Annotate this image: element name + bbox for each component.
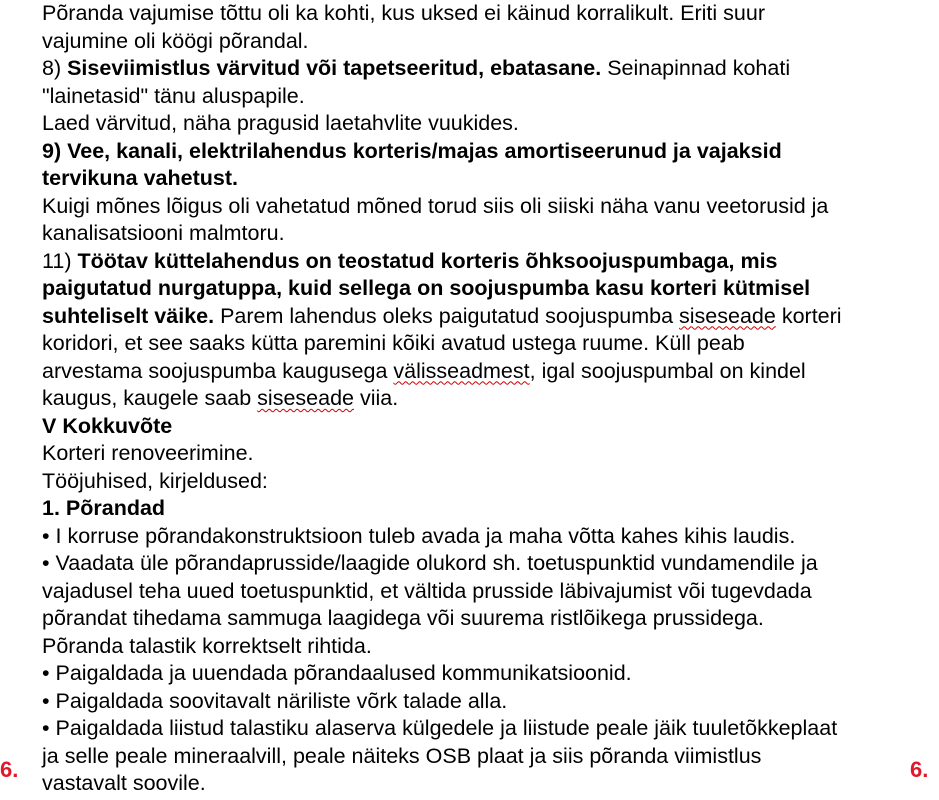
text-run: Kuigi mõnes lõigus oli vahetatud mõned torud siis oli siiski näha vanu veetorusid ja bbox=[42, 193, 829, 218]
text-run: Seinapinnad kohati bbox=[601, 56, 791, 80]
text-run: Laed värvitud, näha pragusid laetahvlite vuukides. bbox=[42, 111, 519, 135]
text-run: Põranda talastik korrektselt rihtida. bbox=[42, 633, 372, 658]
bold-text: Töötav küttelahendus on teostatud korteris õhksoojuspumbaga, mis bbox=[77, 248, 778, 273]
text-line bbox=[42, 440, 937, 468]
bold-text: 1. Põrandad bbox=[42, 496, 166, 520]
text-line bbox=[42, 138, 937, 166]
text-run: ja selle peale mineraalvill, peale näiteks OSB plaat ja siis põranda viimistlus bbox=[42, 743, 762, 768]
text-line bbox=[42, 770, 937, 798]
bold-text: Siseviimistlus värvitud või tapetseeritud, ebatasane. bbox=[67, 56, 602, 80]
bold-text: V Kokkuvõte bbox=[42, 413, 173, 438]
text-line bbox=[42, 495, 937, 523]
text-line bbox=[42, 220, 937, 248]
page-number-right: 6. bbox=[910, 757, 929, 782]
text-run: vastavalt soovile. bbox=[42, 771, 206, 795]
text-run: Korteri renoveerimine. bbox=[42, 441, 254, 465]
text-run: 8) bbox=[42, 56, 68, 80]
text-line bbox=[42, 55, 937, 83]
text-run: viia. bbox=[354, 386, 399, 410]
text-run: • I korruse põrandakonstruktsioon tuleb avada ja maha võtta kahes kihis laudis. bbox=[42, 523, 796, 548]
text-run: Parem lahendus oleks paigutatud soojuspumba bbox=[214, 303, 680, 328]
spellcheck-word: siseseade bbox=[257, 386, 354, 410]
text-line bbox=[42, 248, 937, 276]
text-line bbox=[42, 303, 937, 331]
text-line bbox=[42, 83, 937, 111]
text-line bbox=[42, 605, 937, 633]
text-line bbox=[42, 193, 937, 221]
text-run: korteri bbox=[775, 303, 842, 328]
bold-text: 9) Vee, kanali, elektrilahendus korteris/majas amortiseerunud ja vajaksid bbox=[42, 138, 782, 163]
text-run: Põranda vajumise tõttu oli ka kohti, kus uksed ei käinud korralikult. Eriti suur bbox=[42, 1, 765, 25]
page-number-left: 6. bbox=[0, 757, 19, 782]
text-line bbox=[42, 688, 937, 716]
text-run: kaugus, kaugele saab bbox=[42, 386, 258, 410]
bold-text: tervikuna vahetust. bbox=[42, 166, 238, 190]
text-run: vajumine oli köögi põrandal. bbox=[42, 28, 309, 53]
text-run: 11) bbox=[42, 248, 78, 273]
text-run: "lainetasid" tänu aluspapile. bbox=[42, 83, 305, 108]
text-run: • Paigaldada liistud talastiku alaserva külgedele ja liistude peale jäik tuuletõkkeplaat bbox=[42, 716, 838, 740]
text-line bbox=[42, 275, 937, 303]
text-run: • Paigaldada ja uuendada põrandaalused kommunikatsioonid. bbox=[42, 661, 632, 685]
text-line bbox=[42, 165, 937, 193]
text-line bbox=[42, 633, 937, 661]
text-run: Tööjuhised, kirjeldused: bbox=[42, 468, 268, 493]
text-line bbox=[42, 550, 937, 578]
spellcheck-word: siseseade bbox=[679, 303, 776, 328]
text-line bbox=[42, 0, 937, 28]
text-line bbox=[42, 578, 937, 606]
text-line bbox=[42, 715, 937, 743]
text-line bbox=[42, 660, 937, 688]
text-line bbox=[42, 358, 937, 386]
text-run: arvestama soojuspumba kaugusega bbox=[42, 358, 394, 383]
text-line bbox=[42, 743, 937, 771]
bold-text: paigutatud nurgatuppa, kuid sellega on soojuspumba kasu korteri kütmisel bbox=[42, 276, 811, 300]
bold-text: suhteliselt väike. bbox=[42, 303, 215, 328]
spellcheck-word: välisseadmest bbox=[393, 358, 530, 383]
text-line bbox=[42, 110, 937, 138]
document-body bbox=[42, 0, 937, 798]
text-run: kanalisatsiooni malmtoru. bbox=[42, 221, 285, 245]
text-run: • Paigaldada soovitavalt näriliste võrk talade alla. bbox=[42, 688, 508, 713]
text-line bbox=[42, 385, 937, 413]
text-line bbox=[42, 330, 937, 358]
text-run: koridori, et see saaks kütta paremini kõiki avatud ustega ruume. Küll peab bbox=[42, 331, 745, 355]
text-run: , igal soojuspumbal on kindel bbox=[529, 358, 806, 383]
text-line bbox=[42, 523, 937, 551]
text-line bbox=[42, 28, 937, 56]
text-run: • Vaadata üle põrandaprusside/laagide olukord sh. toetuspunktid vundamendile ja bbox=[42, 551, 818, 575]
text-run: vajadusel teha uued toetuspunktid, et vältida prusside läbivajumist või tugevdada bbox=[42, 578, 812, 603]
text-run: põrandat tihedama sammuga laagidega või suurema ristlõikega prussidega. bbox=[42, 606, 764, 630]
text-line bbox=[42, 468, 937, 496]
text-line bbox=[42, 413, 937, 441]
